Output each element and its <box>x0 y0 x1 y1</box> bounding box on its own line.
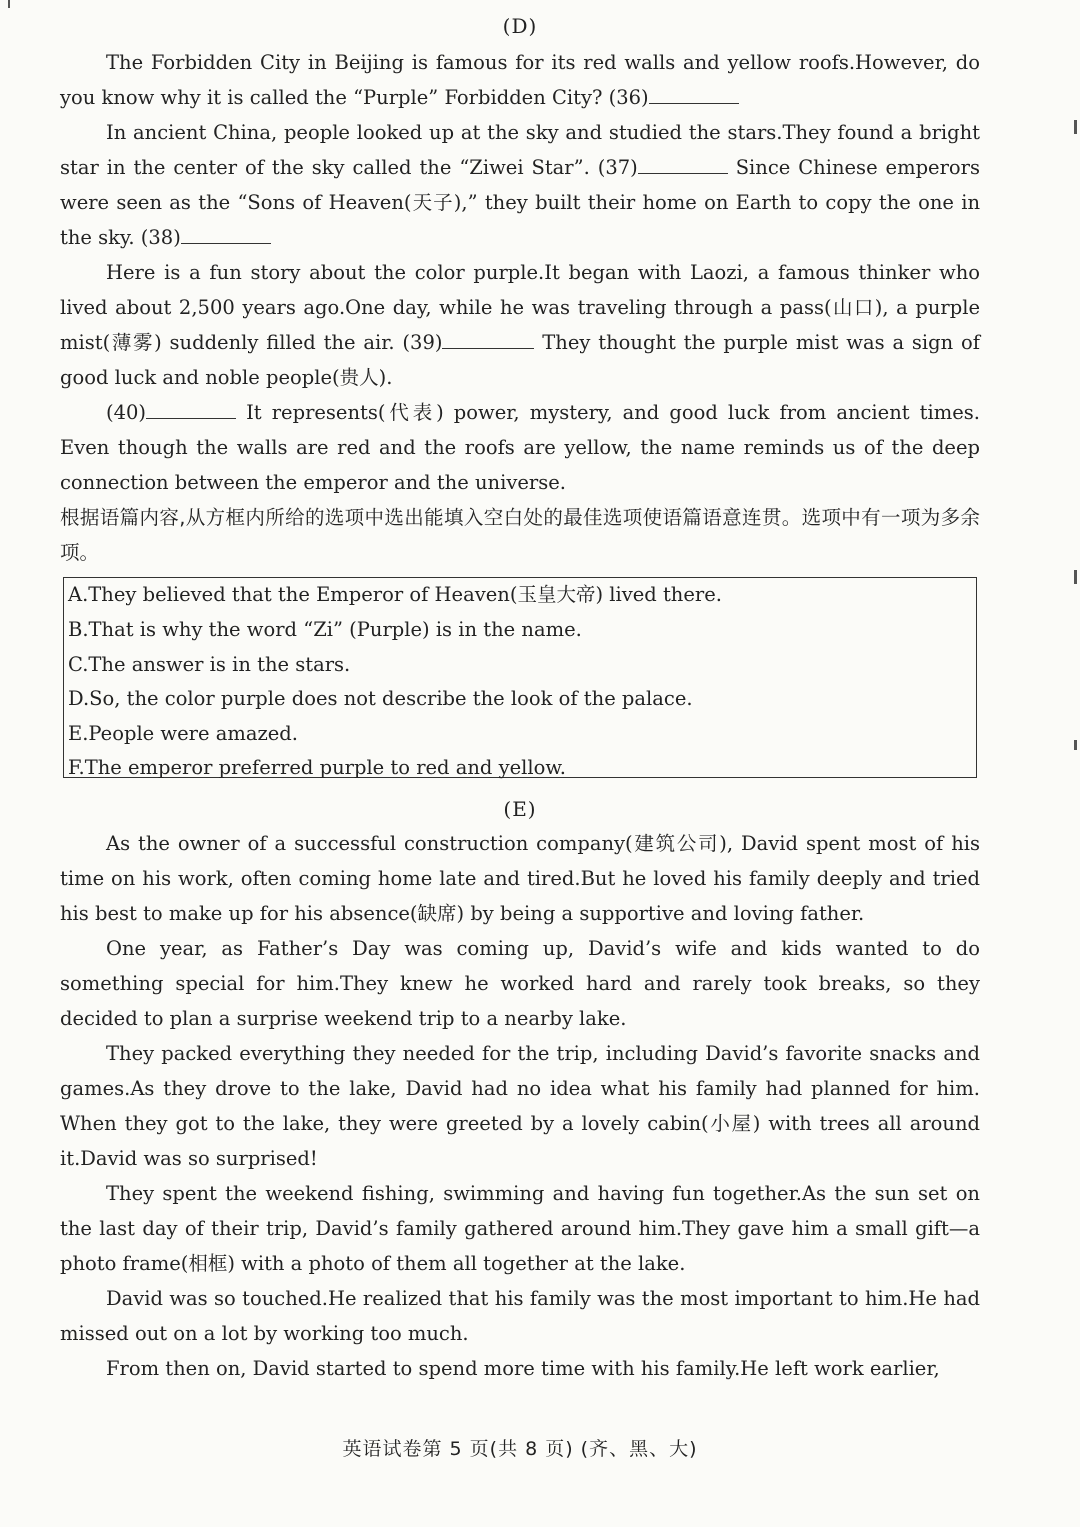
scan-mark <box>1074 570 1077 584</box>
option-b: B.That is why the word “Zi” (Purple) is in the name. <box>68 618 582 641</box>
section-e-paragraph-3: They packed everything they needed for the trip, including David’s favorite snacks and games.As they drove to the lake, David had no idea what his family had planned for him. When they got to the lake, they were greeted by a lovely cabin(小屋) with trees all around it.David was so surprised! <box>60 1042 980 1170</box>
section-e-paragraph-1: As the owner of a successful construction company(建筑公司), David spent most of his time on his work, often coming home late and tired.But he loved his family deeply and tried his best to make up for his absence(缺席) by being a supportive and loving father. <box>60 832 980 925</box>
blank-36[interactable] <box>649 83 739 104</box>
option-c: C.The answer is in the stars. <box>68 653 351 676</box>
scan-mark <box>1074 120 1077 134</box>
option-a: A.They believed that the Emperor of Heaven(玉皇大帝) lived there. <box>68 583 722 606</box>
blank-39[interactable] <box>442 328 534 349</box>
scan-mark <box>8 0 10 8</box>
section-e-paragraph-6: From then on, David started to spend more time with his family.He left work earlier, <box>106 1357 940 1380</box>
scan-mark <box>1074 740 1077 750</box>
instruction-text: 根据语篇内容,从方框内所给的选项中选出能填入空白处的最佳选项使语篇语意连贯。选项中有一项为多余项。 <box>60 506 980 564</box>
option-d: D.So, the color purple does not describe the look of the palace. <box>68 687 693 710</box>
blank-38[interactable] <box>181 223 271 244</box>
section-d-paragraph-2: In ancient China, people looked up at the sky and studied the stars.They found a bright star in the center of the sky called the “Ziwei Star”. (37) Since Chinese emperors were seen as the “Sons of Heaven(天子),” they built their home on Earth to copy the one in the sky. (38) <box>60 121 980 249</box>
section-d-title: (D) <box>502 14 538 38</box>
blank-37[interactable] <box>638 153 728 174</box>
options-box <box>63 577 977 778</box>
section-e-paragraph-4: They spent the weekend fishing, swimming and having fun together.As the sun set on the last day of their trip, David’s family gathered around him.They gave him a small gift—a photo frame(相框) with a photo of them all together at the lake. <box>60 1182 980 1275</box>
option-e: E.People were amazed. <box>68 722 298 745</box>
blank-40[interactable] <box>146 398 236 419</box>
section-e-paragraph-5: David was so touched.He realized that his family was the most important to him.He had missed out on a lot by working too much. <box>60 1287 980 1345</box>
section-d-paragraph-3: Here is a fun story about the color purple.It began with Laozi, a famous thinker who lived about 2,500 years ago.One day, while he was traveling through a pass(山口), a purple mist(薄雾) suddenly filled the air. (39) They thought the purple mist was a sign of good luck and noble people(贵人). <box>60 261 980 389</box>
section-d-paragraph-1: The Forbidden City in Beijing is famous for its red walls and yellow roofs.However, do you know why it is called the “Purple” Forbidden City? (36) <box>60 51 980 109</box>
section-d-paragraph-4: (40) It represents(代表) power, mystery, and good luck from ancient times. Even though the walls are red and the roofs are yellow, the name reminds us of the deep connection between the emperor and the universe. <box>60 395 980 500</box>
section-e-paragraph-2: One year, as Father’s Day was coming up, David’s wife and kids wanted to do something special for him.They knew he worked hard and rarely took breaks, so they decided to plan a surprise weekend trip to a nearby lake. <box>60 937 980 1030</box>
option-f: F.The emperor preferred purple to red and yellow. <box>68 756 566 779</box>
section-e-title: (E) <box>503 797 537 821</box>
page-footer: 英语试卷第 5 页(共 8 页) (齐、黑、大) <box>342 1438 698 1460</box>
